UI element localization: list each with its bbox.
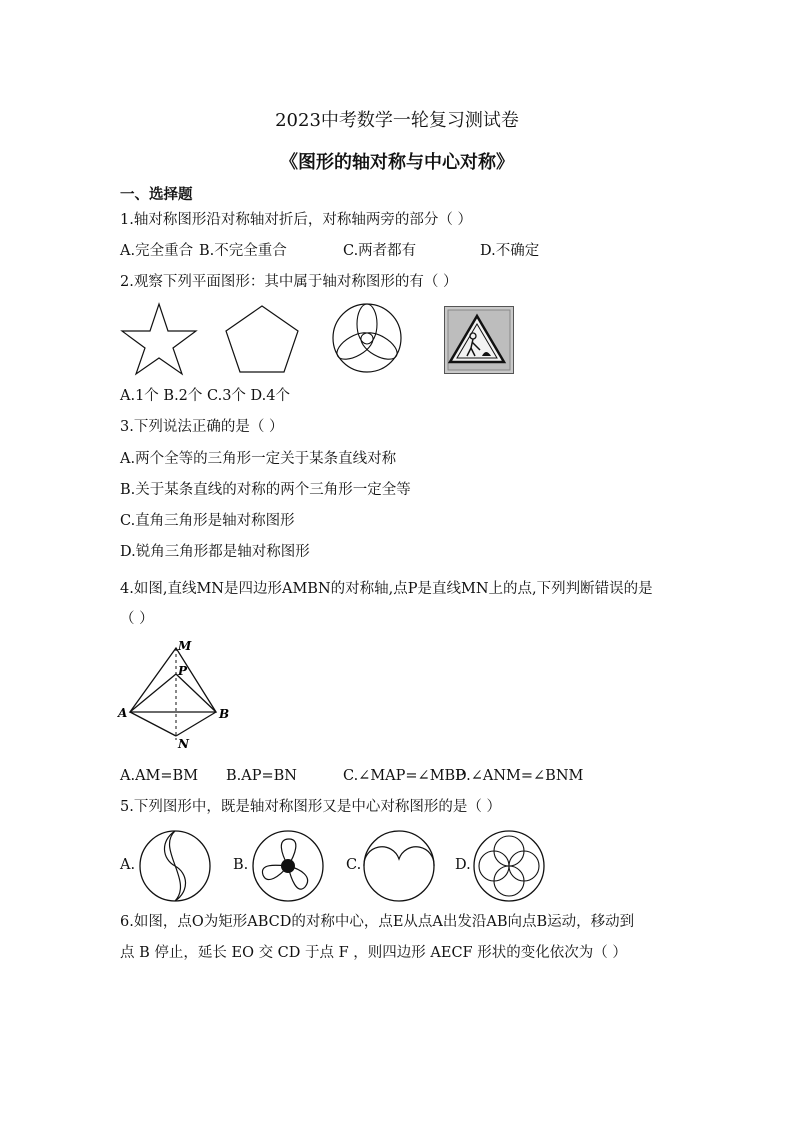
label-p: P bbox=[178, 664, 188, 678]
q3-option-a: A.两个全等的三角形一定关于某条直线对称 bbox=[120, 451, 397, 467]
q1-option-b: B.不完全重合 bbox=[199, 243, 287, 259]
fan-icon bbox=[251, 829, 325, 903]
question-4-stem-cont: （ ） bbox=[120, 611, 154, 627]
label-b: B bbox=[219, 707, 230, 721]
q5-label-c: C. bbox=[346, 857, 362, 873]
star-icon bbox=[120, 302, 198, 374]
question-6-line-2: 点 B 停止，延长 EO 交 CD 于点 F ，则四边形 AECF 形状的变化依次为（ ） bbox=[120, 945, 627, 961]
q4-option-b: B.AP=BN bbox=[226, 768, 297, 784]
q3-option-d: D.锐角三角形都是轴对称图形 bbox=[120, 544, 310, 560]
q3-option-b: B.关于某条直线的对称的两个三角形一定全等 bbox=[120, 482, 411, 498]
q4-option-c: C.∠MAP=∠MBP bbox=[343, 768, 465, 784]
pentagon-icon bbox=[224, 304, 300, 374]
q1-option-d: D.不确定 bbox=[480, 243, 540, 259]
q5-label-b: B. bbox=[233, 857, 249, 873]
label-a: A bbox=[118, 706, 128, 720]
page-title: 2023中考数学一轮复习测试卷 bbox=[275, 110, 519, 131]
q4-option-d: D.∠ANM=∠BNM bbox=[455, 768, 584, 784]
label-n: N bbox=[178, 737, 189, 751]
heart-arc-circle-icon bbox=[362, 829, 436, 903]
label-m: M bbox=[178, 639, 192, 653]
question-1-stem: 1.轴对称图形沿对称轴对折后，对称轴两旁的部分（ ） bbox=[120, 212, 472, 228]
section-heading: 一、选择题 bbox=[120, 186, 193, 203]
q2-options: A.1个 B.2个 C.3个 D.4个 bbox=[120, 388, 290, 404]
question-3-stem: 3.下列说法正确的是（ ） bbox=[120, 419, 284, 435]
question-5-stem: 5.下列图形中，既是轴对称图形又是中心对称图形的是（ ） bbox=[120, 799, 501, 815]
three-petal-circle-icon bbox=[331, 302, 403, 374]
page-subtitle: 《图形的轴对称与中心对称》 bbox=[280, 152, 514, 173]
question-2-stem: 2.观察下列平面图形：其中属于轴对称图形的有（ ） bbox=[120, 274, 458, 290]
q1-option-a: A.完全重合 bbox=[120, 243, 194, 259]
question-4-stem: 4.如图,直线MN是四边形AMBN的对称轴,点P是直线MN上的点,下列判断错误的是 bbox=[120, 581, 653, 597]
q1-option-c: C.两者都有 bbox=[343, 243, 417, 259]
q5-label-d: D. bbox=[455, 857, 471, 873]
warning-sign-icon bbox=[444, 306, 514, 374]
four-circles-icon bbox=[472, 829, 546, 903]
yin-yang-circle-icon bbox=[138, 829, 212, 903]
q4-option-a: A.AM=BM bbox=[120, 768, 199, 784]
question-6-line-1: 6.如图，点O为矩形ABCD的对称中心，点E从点A出发沿AB向点B运动，移动到 bbox=[120, 914, 635, 930]
quadrilateral-figure bbox=[116, 638, 236, 754]
q5-label-a: A. bbox=[120, 857, 136, 873]
q3-option-c: C.直角三角形是轴对称图形 bbox=[120, 513, 295, 529]
